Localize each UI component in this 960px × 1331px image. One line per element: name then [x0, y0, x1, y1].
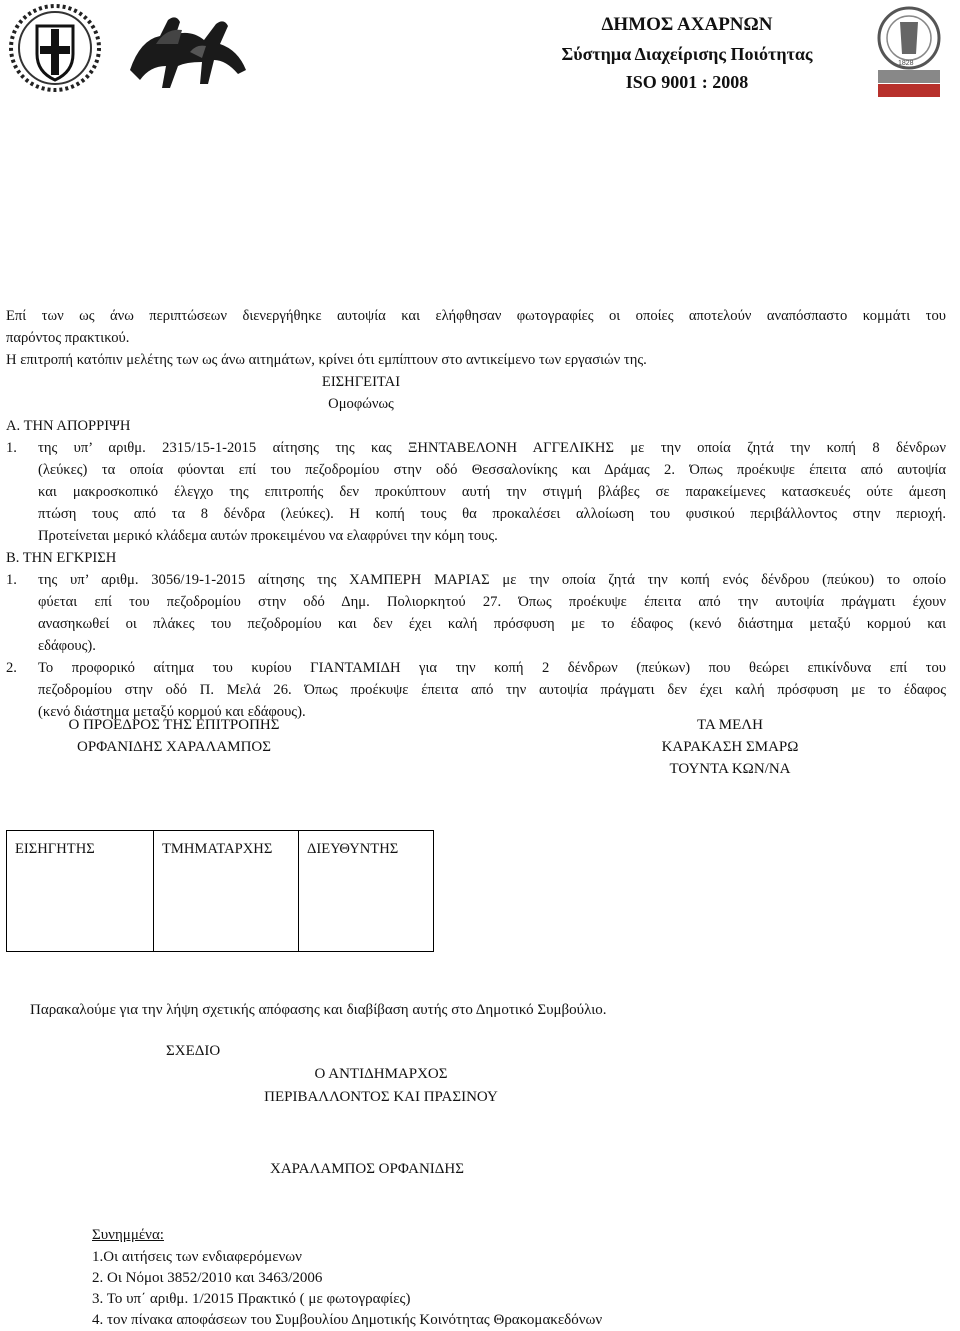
members-title: ΤΑ ΜΕΛΗ — [697, 717, 763, 733]
signoff-row — [7, 831, 434, 952]
president-title: Ο ΠΡΟΕΔΡΟΣ ΤΗΣ ΕΠΙΤΡΟΠΗΣ — [68, 717, 280, 733]
member-2-name: ΤΟΥΝΤΑ ΚΩΝ/ΝΑ — [669, 761, 791, 777]
deputy-mayor-title: Ο ΑΝΤΙΔΗΜΑΡΧΟΣ — [314, 1066, 448, 1082]
a1-line4: πτώση τους από τα 8 δένδρα (λεύκες). Η κοπή τους θα προκαλέσει αλλοίωση του φυσικού περιβάλλοντος στην περιοχή. — [38, 506, 946, 522]
deputy-mayor-name: ΧΑΡΑΛΑΜΠΟΣ ΟΡΦΑΝΙΔΗΣ — [270, 1161, 464, 1177]
greek-coat-of-arms-logo — [5, 2, 105, 94]
a1-number: 1. — [6, 440, 17, 456]
attachment-item-4: 4. τον πίνακα αποφάσεων του Συμβουλίου Δημοτικής Κοινότητας Θρακομακεδόνων — [92, 1312, 603, 1328]
municipality-title: ΔΗΜΟΣ ΑΧΑΡΝΩΝ — [601, 14, 773, 35]
attachment-item-1: 1.Οι αιτήσεις των ενδιαφερόμενων — [92, 1249, 302, 1265]
body-p1-line1: Επί των ως άνω περιπτώσεων διενεργήθηκε αυτοψία και ελήφθησαν φωτογραφίες οι οποίες αποτελούν αναπόσπαστο κομμάτι του — [6, 308, 946, 324]
a1-line2: (λεύκες) τα οποία φύονται επί του πεζοδρομίου στην οδό Θεσσαλονίκης και Δράμας 2. Όπως προέκυψε έπειτα από αυτοψία — [38, 462, 946, 478]
omofonos-heading: Ομοφώνως — [328, 396, 394, 412]
signoff-table — [6, 830, 434, 952]
iso-title: ISO 9001 : 2008 — [625, 72, 749, 92]
a1-line1: της υπ’ αριθμ. 2315/15-1-2015 αίτησης της κας ΞΗΝΤΑΒΕΛΟΝΗ ΑΓΓΕΛΙΚΗΣ με την οποία ζητά την κοπή 8 δένδρων — [38, 440, 946, 456]
deputy-mayor-department: ΠΕΡΙΒΑΛΛΟΝΤΟΣ ΚΑΙ ΠΡΑΣΙΝΟΥ — [264, 1089, 498, 1105]
b1-line3: ανασηκωθεί οι πλάκες του πεζοδρομίου και δεν έχει καλή πρόσφυση με το έδαφος (κενό διάστημα μεταξύ κορμού και — [38, 616, 946, 632]
attachment-item-3: 3. Το υπ΄ αριθμ. 1/2015 Πρακτικό ( με φωτογραφίες) — [92, 1291, 411, 1307]
body-p1-line2: παρόντος πρακτικού. — [6, 330, 130, 346]
president-name: ΟΡΦΑΝΙΔΗΣ ΧΑΡΑΛΑΜΠΟΣ — [77, 739, 271, 755]
signoff-cell-director: ΔΙΕΥΘΥΝΤΗΣ — [299, 831, 434, 952]
b2-line2: πεζοδρομίου στην οδό Π. Μελά 26. Όπως προέκυψε έπειτα από την αυτοψία πράγματι δεν έχει καλή πρόσφυση με το έδαφος — [38, 682, 946, 698]
closing-request: Παρακαλούμε για την λήψη σχετικής απόφασης και διαβίβαση αυτής στο Δημοτικό Συμβούλιο. — [30, 1002, 607, 1018]
b1-number: 1. — [6, 572, 17, 588]
section-b-heading: Β. ΤΗΝ ΕΓΚΡΙΣΗ — [6, 550, 117, 566]
draft-label: ΣΧΕΔΙΟ — [166, 1043, 221, 1059]
attachments-title: Συνημμένα: — [92, 1227, 164, 1243]
b1-line1: της υπ’ αριθμ. 3056/19-1-2015 αίτησης της ΧΑΜΠΕΡΗ ΜΑΡΙΑΣ με την οποία ζητά την κοπή ενός δένδρου (πεύκου) το οποίο — [38, 572, 946, 588]
b2-number: 2. — [6, 660, 17, 676]
body-p2: Η επιτροπή κατόπιν μελέτης των ως άνω αιτημάτων, κρίνει ότι εμπίπτουν στο αντικείμενο των εργασιών της. — [6, 352, 647, 368]
member-1-name: ΚΑΡΑΚΑΣΗ ΣΜΑΡΩ — [661, 739, 799, 755]
b2-line1: Το προφορικό αίτημα του κυρίου ΓΙΑΝΤΑΜΙΔΗ για την κοπή 2 δένδρων (πεύκων) που θεώρει επικίνδυνα επί του — [38, 660, 946, 676]
a1-line5: Προτείνεται μερικό κλάδεμα αυτών προκειμένου να ελαφρύνει την κόμη τους. — [38, 528, 498, 544]
eisigeitai-heading: ΕΙΣΗΓΕΙΤΑΙ — [321, 374, 401, 390]
horses-sculpture-logo — [120, 0, 260, 108]
a1-line3: και μακροσκοπικό έλεγχο της επιτροπής δεν προκύπτουν αυτή την στιγμή βλάβες σε παρακείμενες κατασκευές ούτε άμεση — [38, 484, 946, 500]
signoff-cell-rapporteur: ΕΙΣΗΓΗΤΗΣ — [7, 831, 154, 952]
signoff-cell-section-head: ΤΜΗΜΑΤΑΡΧΗΣ — [154, 831, 299, 952]
attachment-item-2: 2. Οι Νόμοι 3852/2010 και 3463/2006 — [92, 1270, 323, 1286]
bureau-veritas-year: 1828 — [898, 60, 914, 67]
quality-system-title: Σύστημα Διαχείρισης Ποιότητας — [561, 44, 813, 64]
b1-line4: εδάφους). — [38, 638, 96, 654]
section-a-heading: Α. ΤΗΝ ΑΠΟΡΡΙΨΗ — [6, 418, 131, 434]
bureau-veritas-logo — [876, 4, 942, 98]
b1-line2: φύεται επί του πεζοδρομίου στην οδό Δημ. Πολιορκητού 27. Όπως προέκυψε έπειτα από την αυτοψία πράγματι έχουν — [38, 594, 946, 610]
b2-line3: (κενό διάστημα μεταξύ κορμού και εδάφους). — [38, 704, 306, 720]
